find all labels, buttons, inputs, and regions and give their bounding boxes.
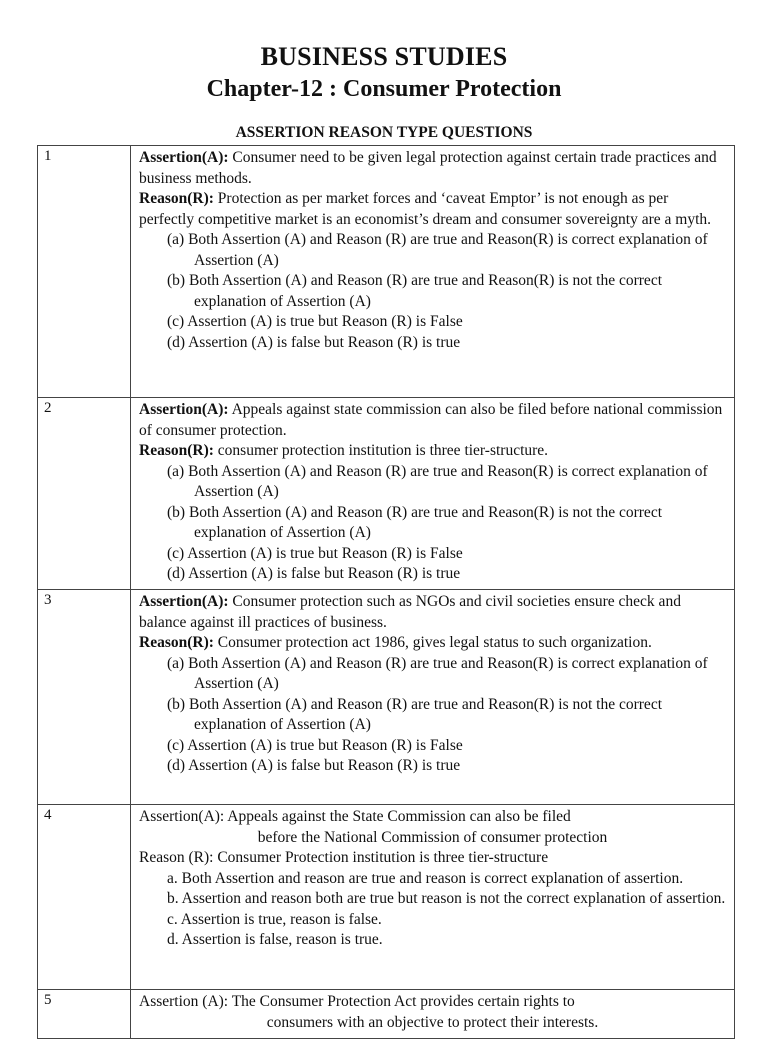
reason-text: Protection as per market forces and ‘caveat Emptor’ is not enough as per perfectly competitive market is an economist’s dream and consumer sovereignty are a myth. — [139, 190, 712, 228]
reason-label: Reason(R): — [139, 442, 214, 459]
assertion — [139, 592, 726, 633]
assertion-text: Appeals against state commission can also be filed before national commission of consumer protection. — [139, 401, 723, 439]
option-d: d. Assertion is false, reason is true. — [167, 931, 383, 948]
question-number: 5 — [38, 990, 131, 1039]
reason — [139, 189, 726, 230]
question-number: 1 — [38, 146, 131, 398]
assertion-line: Assertion (A): The Consumer Protection Act provides certain rights to — [139, 993, 575, 1010]
question-body — [131, 398, 735, 590]
question-number: 4 — [38, 805, 131, 990]
assertion-label: Assertion(A): — [139, 149, 229, 166]
reason — [139, 633, 726, 654]
chapter-title: Chapter-12 : Consumer Protection — [206, 76, 562, 102]
assertion-text: Consumer need to be given legal protection against certain trade practices and business methods. — [139, 149, 717, 187]
page-title: BUSINESS STUDIES — [260, 42, 508, 71]
options-list — [139, 869, 726, 951]
reason-text: consumer protection institution is three tier-structure. — [213, 442, 549, 459]
options-list — [139, 462, 726, 585]
reason-label: Reason(R): — [139, 190, 214, 207]
question-body — [131, 805, 735, 990]
option-c: c. Assertion is true, reason is false. — [167, 910, 382, 928]
reason-line: Reason (R): Consumer Protection institution is three tier-structure — [139, 849, 549, 866]
options-list — [139, 654, 726, 777]
option-b: (b) Both Assertion (A) and Reason (R) are true and Reason(R) is not the correct explanation of Assertion (A) — [167, 695, 663, 733]
option-a: (a) Both Assertion (A) and Reason (R) are true and Reason(R) is correct explanation of Assertion (A) — [167, 462, 708, 500]
assertion-text: Consumer protection such as NGOs and civil societies ensure check and balance against ill practices of business. — [139, 593, 681, 631]
question-row-4 — [38, 805, 735, 990]
question-row-2 — [38, 398, 735, 590]
option-b: (b) Both Assertion (A) and Reason (R) are true and Reason(R) is not the correct explanation of Assertion (A) — [167, 503, 663, 541]
question-row-1 — [38, 146, 735, 398]
assertion — [139, 148, 726, 189]
assertion-line: Assertion(A): Appeals against the State Commission can also be filed — [139, 808, 571, 825]
question-number: 3 — [38, 590, 131, 805]
questions-table — [37, 145, 735, 1039]
assertion-line-continued: consumers with an objective to protect their interests. — [266, 1013, 599, 1031]
section-title: ASSERTION REASON TYPE QUESTIONS — [235, 124, 533, 141]
option-c: (c) Assertion (A) is true but Reason (R) is False — [167, 736, 463, 754]
option-a: (a) Both Assertion (A) and Reason (R) are true and Reason(R) is correct explanation of Assertion (A) — [167, 231, 708, 269]
option-d: (d) Assertion (A) is false but Reason (R) is true — [167, 333, 461, 351]
option-d: (d) Assertion (A) is false but Reason (R) is true — [167, 757, 461, 774]
question-row-3 — [38, 590, 735, 805]
assertion-line-continued: before the National Commission of consumer protection — [257, 828, 608, 846]
question-body — [131, 146, 735, 398]
assertion-label: Assertion(A): — [139, 401, 229, 418]
reason-text: Consumer protection act 1986, gives legal status to such organization. — [213, 634, 652, 651]
option-d: (d) Assertion (A) is false but Reason (R) is true — [167, 565, 461, 582]
question-body — [131, 990, 735, 1039]
question-body — [131, 590, 735, 805]
question-number: 2 — [38, 398, 131, 590]
option-b: b. Assertion and reason both are true but reason is not the correct explanation of assertion. — [167, 890, 726, 907]
assertion-label: Assertion(A): — [139, 593, 229, 610]
option-a: a. Both Assertion and reason are true and reason is correct explanation of assertion. — [167, 869, 684, 887]
reason — [139, 441, 726, 462]
question-row-5 — [38, 990, 735, 1039]
option-a: (a) Both Assertion (A) and Reason (R) are true and Reason(R) is correct explanation of Assertion (A) — [167, 654, 708, 692]
reason-label: Reason(R): — [139, 634, 214, 651]
option-b: (b) Both Assertion (A) and Reason (R) are true and Reason(R) is not the correct explanation of Assertion (A) — [167, 272, 663, 310]
option-c: (c) Assertion (A) is true but Reason (R) is False — [167, 313, 463, 330]
option-c: (c) Assertion (A) is true but Reason (R) is False — [167, 544, 463, 562]
assertion — [139, 400, 726, 441]
options-list — [139, 230, 726, 353]
